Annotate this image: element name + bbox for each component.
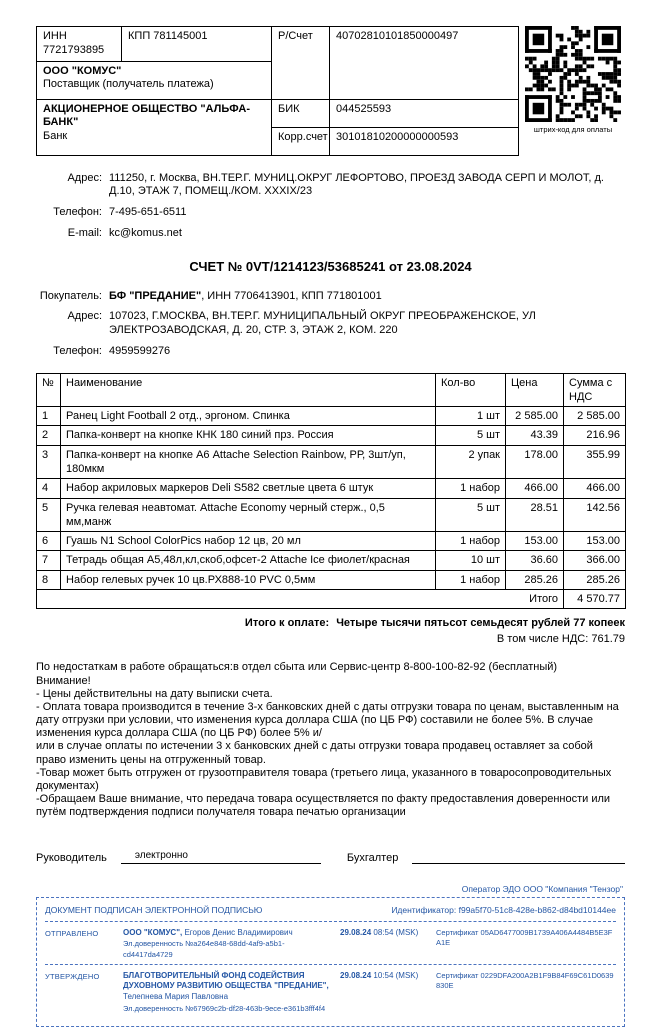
table-row xyxy=(37,532,626,551)
esign-time: 08:54 (MSK) xyxy=(373,927,419,937)
esign-signed-label: ДОКУМЕНТ ПОДПИСАН ЭЛЕКТРОННОЙ ПОДПИСЬЮ xyxy=(45,904,263,915)
item-qty: 1 набор xyxy=(436,532,506,551)
settlement-account-value: 40702810101850000497 xyxy=(330,27,519,100)
item-number: 4 xyxy=(37,479,61,498)
table-row xyxy=(37,498,626,532)
esign-time: 10:54 (MSK) xyxy=(373,970,419,980)
supplier-address-label: Адрес: xyxy=(67,171,102,184)
col-header-price: Цена xyxy=(506,373,564,407)
buyer-name-line xyxy=(109,290,625,304)
table-row xyxy=(37,445,626,479)
total-due-label: Итого к оплате: xyxy=(244,617,330,630)
item-price: 466.00 xyxy=(506,479,564,498)
item-sum: 355.99 xyxy=(564,445,626,479)
item-qty: 5 шт xyxy=(436,498,506,532)
esign-date: 29.08.24 xyxy=(340,970,372,980)
signatures-row xyxy=(36,848,625,864)
buyer-label: Покупатель: xyxy=(39,289,102,302)
terms-paragraph: Внимание! xyxy=(36,674,91,687)
supplier-name: ООО "КОМУС" xyxy=(43,64,122,77)
item-name: Ручка гелевая неавтомат. Attache Economy черный стерж., 0,5 мм,манж xyxy=(61,498,436,532)
director-signature-note: электронно xyxy=(134,849,188,861)
esign-identifier: Идентификатор: f99a5f70-51c8-428e-b862-d84bd10144ee xyxy=(391,904,616,915)
col-header-qty: Кол-во xyxy=(436,373,506,407)
terms-paragraph: - Оплата товара производится в течение 3-х банковских дней с даты отгрузки товара по ценам, выставленным на дату отгрузки при условии, что изменения курса доллара США (по ЦБ РФ) составили не более 5%. В случае изменения курса доллара США (по ЦБ РФ) более 5% и/ xyxy=(36,700,619,740)
item-name: Гуашь N1 School ColorPics набор 12 цв, 20 мл xyxy=(61,532,436,551)
item-number: 6 xyxy=(37,532,61,551)
settlement-account-label: Р/Счет xyxy=(272,27,330,100)
esign-operator: Оператор ЭДО ООО "Компания "Тензор" xyxy=(461,883,623,894)
accountant-signature-line xyxy=(412,848,625,864)
esign-org: БЛАГОТВОРИТЕЛЬНЫЙ ФОНД СОДЕЙСТВИЯ ДУХОВНОМУ РАЗВИТИЮ ОБЩЕСТВА "ПРЕДАНИЕ", xyxy=(123,970,329,991)
item-name: Набор гелевых ручек 10 цв.РХ888-10 PVC 0,5мм xyxy=(61,570,436,589)
buyer-name: БФ "ПРЕДАНИЕ" xyxy=(109,289,202,302)
esign-certificate: Сертификат 05AD6477009B1739A406A4484B5E3FA1E xyxy=(436,927,613,947)
item-sum: 285.26 xyxy=(564,570,626,589)
item-sum: 142.56 xyxy=(564,498,626,532)
buyer-phone-value: 4959599276 xyxy=(109,344,171,357)
items-total-label: Итого xyxy=(37,590,564,609)
item-sum: 216.96 xyxy=(564,426,626,445)
item-name: Папка-конверт на кнопке КНК 180 синий прз. Россия xyxy=(61,426,436,445)
item-sum: 466.00 xyxy=(564,479,626,498)
items-total-row xyxy=(37,590,626,609)
qr-caption: штрих-код для оплаты xyxy=(533,125,613,134)
table-row xyxy=(37,27,519,62)
supplier-role: Поставщик (получатель платежа) xyxy=(43,78,214,91)
col-header-sum: Сумма с НДС xyxy=(564,373,626,407)
terms-paragraph: -Товар может быть отгружен от грузоотправителя товара (третьего лица, указанного в товаросопроводительных документах) xyxy=(36,766,612,793)
item-qty: 5 шт xyxy=(436,426,506,445)
esign-poa: Эл.доверенность №a264e848-68dd-4af9-a5b1-cd4417da4729 xyxy=(123,939,285,959)
bank-name: АКЦИОНЕРНОЕ ОБЩЕСТВО "АЛЬФА-БАНК" xyxy=(43,102,250,129)
bank-details-section xyxy=(36,26,625,156)
supplier-inn: ИНН 7721793895 xyxy=(37,27,122,62)
corr-account-label: Корр.счет xyxy=(272,127,330,155)
terms-paragraph: или в случае оплаты по истечении 3 х банковских дней с даты отгрузки товара продавец оставляет за собой право изменить цены на отгруженный товар. xyxy=(36,740,593,766)
item-sum: 2 585.00 xyxy=(564,407,626,426)
item-sum: 366.00 xyxy=(564,551,626,570)
supplier-phone-label: Телефон: xyxy=(53,206,102,218)
esign-org: ООО "КОМУС", xyxy=(123,927,183,937)
invoice-title: СЧЕТ № 0VT/1214123/53685241 от 23.08.2024 xyxy=(189,258,472,274)
buyer-phone-label: Телефон: xyxy=(53,344,102,357)
item-price: 153.00 xyxy=(506,532,564,551)
esign-certificate: Сертификат 0229DFA200A2B1F9B84F69C61D0639830E xyxy=(436,970,614,990)
supplier-cell xyxy=(37,61,272,99)
items-table xyxy=(36,373,626,610)
item-qty: 1 шт xyxy=(436,407,506,426)
esign-status: УТВЕРЖДЕНО xyxy=(45,971,100,981)
item-price: 28.51 xyxy=(506,498,564,532)
table-row xyxy=(37,407,626,426)
supplier-address-value: 111250, г. Москва, ВН.ТЕР.Г. МУНИЦ.ОКРУГ ЛЕФОРТОВО, ПРОЕЗД ЗАВОДА СЕРП И МОЛОТ, д. Д.10, ЭТАЖ 7, ПОМЕЩ./КОМ. XXXIX/23 xyxy=(109,171,604,198)
item-number: 7 xyxy=(37,551,61,570)
total-due-line xyxy=(36,617,625,629)
item-name: Набор акриловых маркеров Deli S582 светлые цвета 6 штук xyxy=(61,479,436,498)
terms-block xyxy=(36,661,625,819)
bank-role: Банк xyxy=(43,130,68,142)
supplier-kpp: КПП 781145001 xyxy=(122,27,272,62)
accountant-label: Бухгалтер xyxy=(346,851,399,864)
director-label: Руководитель xyxy=(36,851,107,864)
esign-datetime xyxy=(340,971,428,1015)
supplier-email-label: E-mail: xyxy=(67,226,102,239)
buyer-details: , ИНН 7706413901, КПП 771801001 xyxy=(201,289,382,302)
payment-qr-block xyxy=(521,26,625,134)
corr-account-value: 30101810200000000593 xyxy=(330,127,519,155)
director-signature-line xyxy=(121,848,321,864)
esign-signer-info xyxy=(123,971,332,1015)
buyer-address-label: Адрес: xyxy=(67,310,102,323)
esign-person: Егоров Денис Владимирович xyxy=(184,927,293,937)
esign-person: Телепнева Мария Павловна xyxy=(123,992,229,1002)
item-number: 8 xyxy=(37,570,61,589)
table-row xyxy=(37,551,626,570)
bik-label: БИК xyxy=(272,99,330,127)
terms-paragraph: -Обращаем Ваше внимание, что передача товара осуществляется по факту предоставления доверенности или путём подтверждения подписи получателя товара печатью организации xyxy=(36,793,611,819)
esign-section xyxy=(36,884,625,1027)
esign-datetime xyxy=(340,928,428,960)
item-price: 285.26 xyxy=(506,570,564,589)
esign-row-approved xyxy=(45,964,616,1019)
item-name: Папка-конверт на кнопке А6 Attache Selection Rainbow, РР, 3шт/уп, 180мкм xyxy=(61,445,436,479)
total-due-words: Четыре тысячи пятьсот семьдесят рублей 77 копеек xyxy=(336,617,625,630)
item-price: 178.00 xyxy=(506,445,564,479)
item-price: 43.39 xyxy=(506,426,564,445)
bik-value: 044525593 xyxy=(330,99,519,127)
esign-poa: Эл.доверенность №67969c2b-df28-463b-9ece-e361b3fff4f4 xyxy=(123,1004,326,1014)
item-name: Ранец Light Football 2 отд., эргоном. Спинка xyxy=(61,407,436,426)
esign-signer-info xyxy=(123,928,332,960)
item-name: Тетрадь общая А5,48л,кл,скоб,офсет-2 Attache Ice фиолет/красная xyxy=(61,551,436,570)
item-sum: 153.00 xyxy=(564,532,626,551)
esign-stamp xyxy=(36,897,625,1027)
items-total-value: 4 570.77 xyxy=(564,590,626,609)
item-number: 3 xyxy=(37,445,61,479)
table-row xyxy=(37,479,626,498)
item-qty: 10 шт xyxy=(436,551,506,570)
bank-cell xyxy=(37,99,272,155)
item-qty: 1 набор xyxy=(436,479,506,498)
item-price: 2 585.00 xyxy=(506,407,564,426)
col-header-name: Наименование xyxy=(61,373,436,407)
item-number: 1 xyxy=(37,407,61,426)
item-qty: 2 упак xyxy=(436,445,506,479)
item-number: 2 xyxy=(37,426,61,445)
esign-row-sent xyxy=(45,922,616,964)
table-row xyxy=(37,570,626,589)
esign-date: 29.08.24 xyxy=(340,927,372,937)
esign-status: ОТПРАВЛЕНО xyxy=(45,928,99,938)
bank-details-table xyxy=(36,26,519,156)
esign-header xyxy=(45,902,616,922)
terms-paragraph: - Цены действительны на дату выписки счета. xyxy=(36,687,273,700)
payment-qr-code-icon xyxy=(525,26,621,122)
table-row xyxy=(37,426,626,445)
col-header-num: № xyxy=(37,373,61,407)
buyer-address-value: 107023, Г.МОСКВА, ВН.ТЕР.Г. МУНИЦИПАЛЬНЫЙ ОКРУГ ПРЕОБРАЖЕНСКОЕ, УЛ ЭЛЕКТРОЗАВОДСКАЯ, Д. 20, СТР. 3, ЭТАЖ 2, КОМ. 220 xyxy=(109,310,536,336)
supplier-phone-value: 7-495-651-6511 xyxy=(109,206,187,218)
table-row xyxy=(37,99,519,127)
item-number: 5 xyxy=(37,498,61,532)
items-header-row xyxy=(37,373,626,407)
terms-paragraph: По недостаткам в работе обращаться:в отдел сбыта или Сервис-центр 8-800-100-82-92 (бесплатный) xyxy=(36,661,558,674)
item-qty: 1 набор xyxy=(436,570,506,589)
supplier-email-value: kc@komus.net xyxy=(109,226,182,239)
item-price: 36.60 xyxy=(506,551,564,570)
vat-line: В том числе НДС: 761.79 xyxy=(496,633,625,646)
buyer-block xyxy=(36,290,625,359)
supplier-contact-block xyxy=(36,172,625,241)
